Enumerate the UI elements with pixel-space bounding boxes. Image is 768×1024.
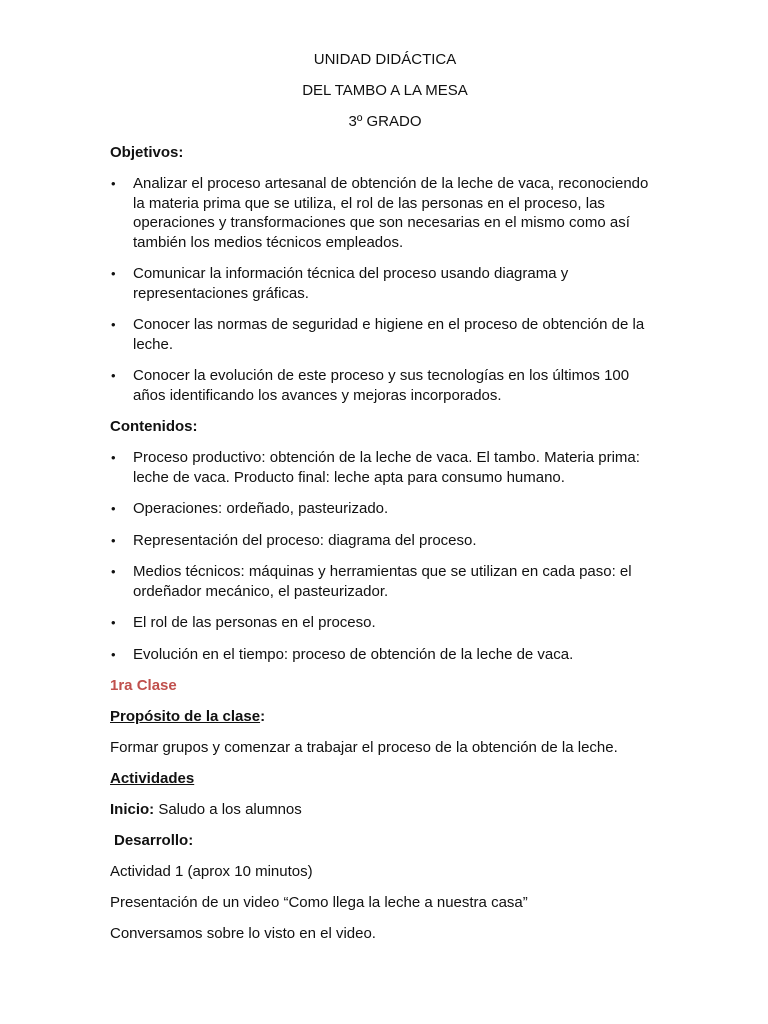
list-item <box>110 174 660 252</box>
list-item-text: Operaciones: ordeñado, pasteurizado. <box>133 500 389 517</box>
bullet-icon: • <box>111 317 116 332</box>
list-item <box>110 531 660 551</box>
contenidos-heading: Contenidos: <box>110 418 198 435</box>
list-item-text: Conocer las normas de seguridad e higiene en el proceso de obtención de la leche. <box>133 316 645 353</box>
list-item <box>110 645 660 665</box>
proposito-text: Formar grupos y comenzar a trabajar el proceso de la obtención de la leche. <box>110 739 618 756</box>
list-item-text: Comunicar la información técnica del proceso usando diagrama y representaciones gráficas. <box>133 265 569 302</box>
list-item <box>110 613 660 633</box>
list-item <box>110 315 660 354</box>
list-item <box>110 366 660 405</box>
objetivos-list <box>110 174 660 405</box>
proposito-heading-colon: : <box>260 708 266 725</box>
list-item-text: Representación del proceso: diagrama del proceso. <box>133 531 477 549</box>
proposito-heading <box>110 707 660 727</box>
list-item-text: El rol de las personas en el proceso. <box>133 614 376 631</box>
list-item-text: Conocer la evolución de este proceso y sus tecnologías en los últimos 100 años identificando los avances y mejoras incorporados. <box>133 367 630 404</box>
doc-title-unidad: UNIDAD DIDÁCTICA <box>313 51 457 68</box>
list-item <box>110 264 660 303</box>
doc-title-tema: DEL TAMBO A LA MESA <box>302 82 468 99</box>
inicio-label: Inicio: <box>110 801 155 818</box>
proposito-heading-text: Propósito de la clase <box>110 708 261 725</box>
conversamos-text: Conversamos sobre lo visto en el video. <box>110 925 376 942</box>
bullet-icon: • <box>111 368 116 383</box>
bullet-icon: • <box>111 176 116 191</box>
bullet-icon: • <box>111 266 116 281</box>
document-page <box>110 50 660 955</box>
desarrollo-heading: Desarrollo: <box>114 832 194 849</box>
list-item <box>110 499 660 519</box>
bullet-icon: • <box>111 532 116 548</box>
objetivos-heading: Objetivos: <box>110 144 184 161</box>
bullet-icon: • <box>111 564 116 579</box>
list-item-text: Proceso productivo: obtención de la leche de vaca. El tambo. Materia prima: leche de vaca. Producto final: leche apta para consumo humano. <box>133 449 640 486</box>
actividad1-text: Actividad 1 (aprox 10 minutos) <box>110 863 313 880</box>
list-item-text: Analizar el proceso artesanal de obtención de la leche de vaca, reconociendo la materia prima que se utiliza, el rol de las personas en el proceso, las operaciones y transformaciones que son necesarias en el mismo como así también los medios técnicos empleados. <box>133 175 649 251</box>
clase-title: 1ra Clase <box>110 677 177 694</box>
list-item-text: Evolución en el tiempo: proceso de obtención de la leche de vaca. <box>133 645 574 663</box>
list-item <box>110 448 660 487</box>
list-item-text: Medios técnicos: máquinas y herramientas que se utilizan en cada paso: el ordeñador mecánico, el pasteurizador. <box>133 563 632 600</box>
actividades-heading <box>110 769 660 789</box>
bullet-icon: • <box>111 501 116 516</box>
inicio-text: Saludo a los alumnos <box>154 801 302 818</box>
inicio-paragraph <box>110 800 660 820</box>
presentacion-text: Presentación de un video “Como llega la leche a nuestra casa” <box>110 894 528 911</box>
contenidos-list <box>110 448 660 664</box>
bullet-icon: • <box>111 615 116 630</box>
bullet-icon: • <box>111 450 116 465</box>
bullet-icon: • <box>111 646 116 662</box>
actividades-heading-text: Actividades <box>110 770 195 787</box>
doc-title-grado: 3º GRADO <box>348 113 422 130</box>
list-item <box>110 562 660 601</box>
